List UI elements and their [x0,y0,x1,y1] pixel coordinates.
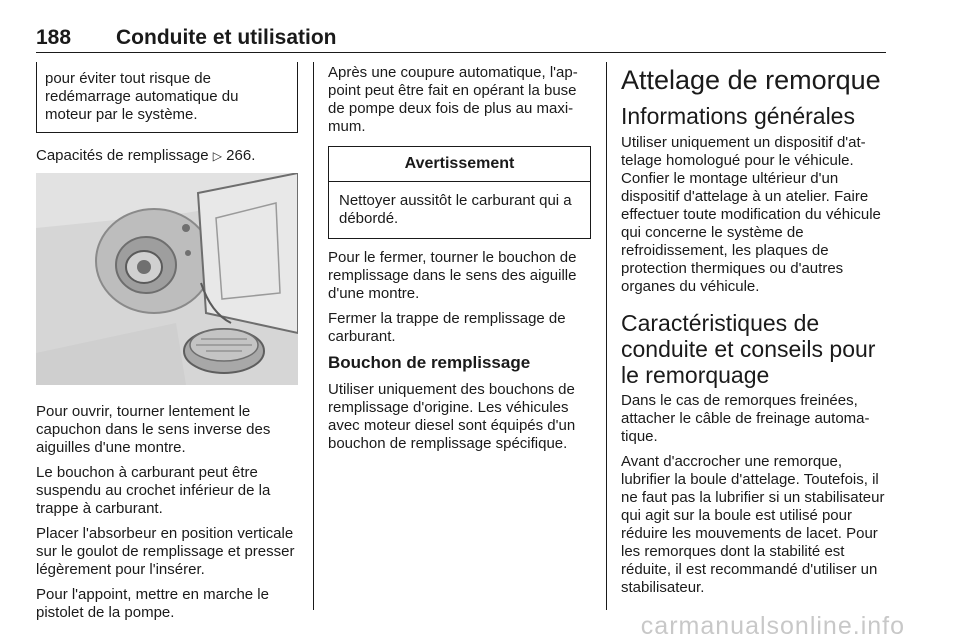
paragraph-open: Pour ouvrir, tourner lentement le capuchon dans le sens inverse des aiguilles d'une montre. [36,403,271,456]
page-title: Conduite et utilisation [116,26,337,49]
paragraph-close-flap: Fermer la trappe de remplissage de carburant. [328,310,566,345]
warning-box [328,146,591,239]
page-header [36,26,886,53]
subheading-general-info: Informations générales [621,103,855,129]
warning-body: Nettoyer aussitôt le carburant qui a débordé. [339,192,572,227]
chapter-title: Attelage de remorque [621,65,881,95]
column-right [621,64,887,604]
paragraph-auto-shutoff: Après une coupure automatique, l'appoint peut être fait en opérant la buse de pompe deux fois de plus au maximum. [328,64,578,135]
fuel-filler-photo [36,173,298,385]
fuel-filler-illustration [36,173,298,385]
continued-note-box: pour éviter tout risque de redémarrage automatique du moteur par le système. [36,62,298,133]
paragraph-towbar: Utiliser uniquement un dispositif d'attelage homologué pour le véhicule. Confier le montage ultérieur d'un dispositif d'attelage à un atelier. Faire effectuer toute modification du véhicule qui concerne le système de refroidissement, les plaques de protection thermiques ou d'autres organes du véhicule. [621,134,881,295]
paragraph-close-cap: Pour le fermer, tourner le bouchon de remplissage dans le sens des aiguille d'une montre. [328,249,577,302]
column-left [36,64,298,629]
warning-title: Avertissement [329,147,590,182]
paragraph-lubricate: Avant d'accrocher une remorque, lubrifier la boule d'attelage. Toutefois, il ne faut pas la lubrifier si un stabilisateur qui agit sur la boule est utilisé pour réduire les mouvements de lacet. Pour les remorques dont la stabilité est réduite, il est recommandé d'utiliser un stabilisateur. [621,453,885,596]
capacity-text: Capacités de remplissage [36,147,209,164]
capacity-reference [36,147,298,165]
column-divider [313,62,314,610]
paragraph-absorber: Placer l'absorbeur en position verticale sur le goulot de remplissage et presser légèrement pour l'insérer. [36,525,295,578]
capacity-page-ref[interactable]: 266. [226,147,256,164]
paragraph-original-caps: Utiliser uniquement des bouchons de remplissage d'origine. Les véhicules avec moteur diesel sont équipés d'un bouchon de remplissage spécifique. [328,381,576,452]
subheading-driving-characteristics: Caractéristiques de conduite et conseils pour le remorquage [621,310,876,388]
page-number: 188 [36,26,72,49]
paragraph-pump: Pour l'appoint, mettre en marche le pistolet de la pompe. [36,586,269,621]
section-heading-filler-cap: Bouchon de remplissage [328,353,531,372]
column-divider [606,62,607,610]
paragraph-brake-cable: Dans le cas de remorques freinées, attacher le câble de freinage automatique. [621,392,870,445]
column-middle [328,64,591,460]
paragraph-cap-hook: Le bouchon à carburant peut être suspendu au crochet inférieur de la trappe à carburant. [36,464,271,517]
triangle-ref-icon: ▷ [212,149,222,163]
watermark: carmanualsonline.info [640,612,905,640]
